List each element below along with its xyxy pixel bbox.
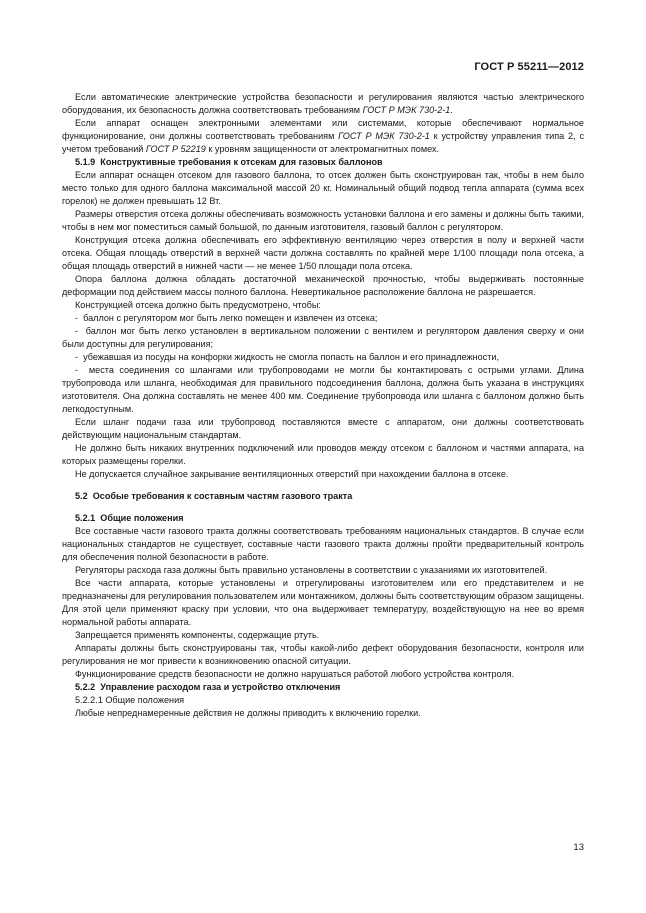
list-item: - баллон мог быть легко установлен в вертикальном положении с вентилем и регулятором давления сверху и они были доступны для регулирования; — [62, 326, 584, 349]
section-heading: 5.2.1 Общие положения — [75, 513, 184, 523]
list-item: - убежавшая из посуды на конфорки жидкость не смогла попасть на баллон и его принадлежности, — [75, 352, 499, 362]
list-item: - баллон с регулятором мог быть легко помещен и извлечен из отсека; — [75, 313, 378, 323]
body-paragraph: Конструкция отсека должна обеспечивать его эффективную вентиляцию через отверстия в полу и верхней части отсека. Общая площадь отверстий в верхней части должна составлять по крайней мере 1/100 площади пола отсека, а общая площадь отверстий в нижней части — не менее 1/50 площади пола отсека. — [62, 235, 584, 271]
section-heading: 5.2 Особые требования к составным частям газового тракта — [75, 491, 353, 501]
standard-header: ГОСТ Р 55211—2012 — [474, 61, 584, 73]
body-paragraph: Если шланг подачи газа или трубопровод поставляются вместе с аппаратом, они должны соответствовать действующим национальным стандартам. — [62, 417, 584, 440]
section-heading: 5.2.2 Управление расходом газа и устройство отключения — [75, 682, 341, 692]
subsection-heading: 5.2.2.1 Общие положения — [75, 695, 185, 705]
body-paragraph: Если аппарат оснащен отсеком для газового баллона, то отсек должен быть сконструирован так, чтобы в нем было место только для одного баллона максимальной массой 20 кг. Номинальный общий подвод тепла аппарата (сумма всех горелок) не должен превышать 12 Вт. — [62, 170, 584, 206]
body-paragraph: Аппараты должны быть сконструированы так, чтобы какой-либо дефект оборудования безопасности, контроля или регулирования не мог привести к возникновению опасной ситуации. — [62, 643, 584, 666]
body-paragraph: Опора баллона должна обладать достаточной механической прочностью, чтобы выдерживать постоянные деформации под действием массы полного баллона. Невертикальное расположение баллона не разрешается. — [62, 274, 584, 297]
page-number: 13 — [573, 842, 584, 853]
body-paragraph: Если аппарат оснащен электронными элементами или системами, которые обеспечивают нормальное функционирование, они должны соответствовать требованиям ГОСТ Р МЭК 730-2-1 к устройству управления типа 2, с учетом требований ГОСТ Р 52219 к уровням защищенности от электромагнитных помех. — [62, 118, 584, 154]
body-paragraph: Функционирование средств безопасности не должно нарушаться работой любого устройства контроля. — [75, 669, 515, 679]
body-paragraph: Не должно быть никаких внутренних подключений или проводов между отсеком с баллоном и частями аппарата, на которых размещены горелки. — [62, 443, 584, 466]
body-paragraph: Все составные части газового тракта должны соответствовать требованиям национальных стандартов. В случае если национальных стандартов не существует, составные части газового тракта должны пройти предварительный контроль для обеспечения полной безопасности в работе. — [62, 526, 584, 562]
list-item: - места соединения со шлангами или трубопроводами не могли бы контактировать с острыми углами. Длина трубопровода или шланга, необходимая для правильного подсоединения баллона, должна быть указана в инструкциях изготовителя. Она должна составлять не менее 400 мм. Соединение трубопровода или шланга с баллоном должно быть легкодоступным. — [62, 365, 584, 414]
body-paragraph: Запрещается применять компоненты, содержащие ртуть. — [75, 630, 320, 640]
document-body — [62, 91, 584, 720]
body-paragraph: Все части аппарата, которые установлены и отрегулированы изготовителем или его представителем и не предназначены для регулирования пользователем или монтажником, должны быть соответствующим образом защищены. Для этой цели применяют краску при условии, что она выдерживает температуру, воздействующую на нее во время нормальной работы аппарата. — [62, 578, 584, 627]
body-paragraph: Любые непреднамеренные действия не должны приводить к включению горелки. — [75, 708, 421, 718]
body-paragraph: Если автоматические электрические устройства безопасности и регулирования являются частью электрического оборудования, их безопасность должна соответствовать требованиям ГОСТ Р МЭК 730-2-1. — [62, 92, 584, 115]
section-gap — [62, 503, 584, 512]
section-gap — [62, 481, 584, 490]
section-heading: 5.1.9 Конструктивные требования к отсекам для газовых баллонов — [75, 157, 383, 167]
body-paragraph: Конструкцией отсека должно быть предусмотрено, чтобы: — [75, 300, 321, 310]
body-paragraph: Регуляторы расхода газа должны быть правильно установлены в соответствии с указаниями их изготовителей. — [75, 565, 548, 575]
body-paragraph: Не допускается случайное закрывание вентиляционных отверстий при нахождении баллона в отсеке. — [75, 469, 509, 479]
body-paragraph: Размеры отверстия отсека должны обеспечивать возможность установки баллона и его замены и должны быть такими, чтобы в нем мог поместиться самый большой, по данным изготовителя, газовый баллон с регулятором. — [62, 209, 584, 232]
